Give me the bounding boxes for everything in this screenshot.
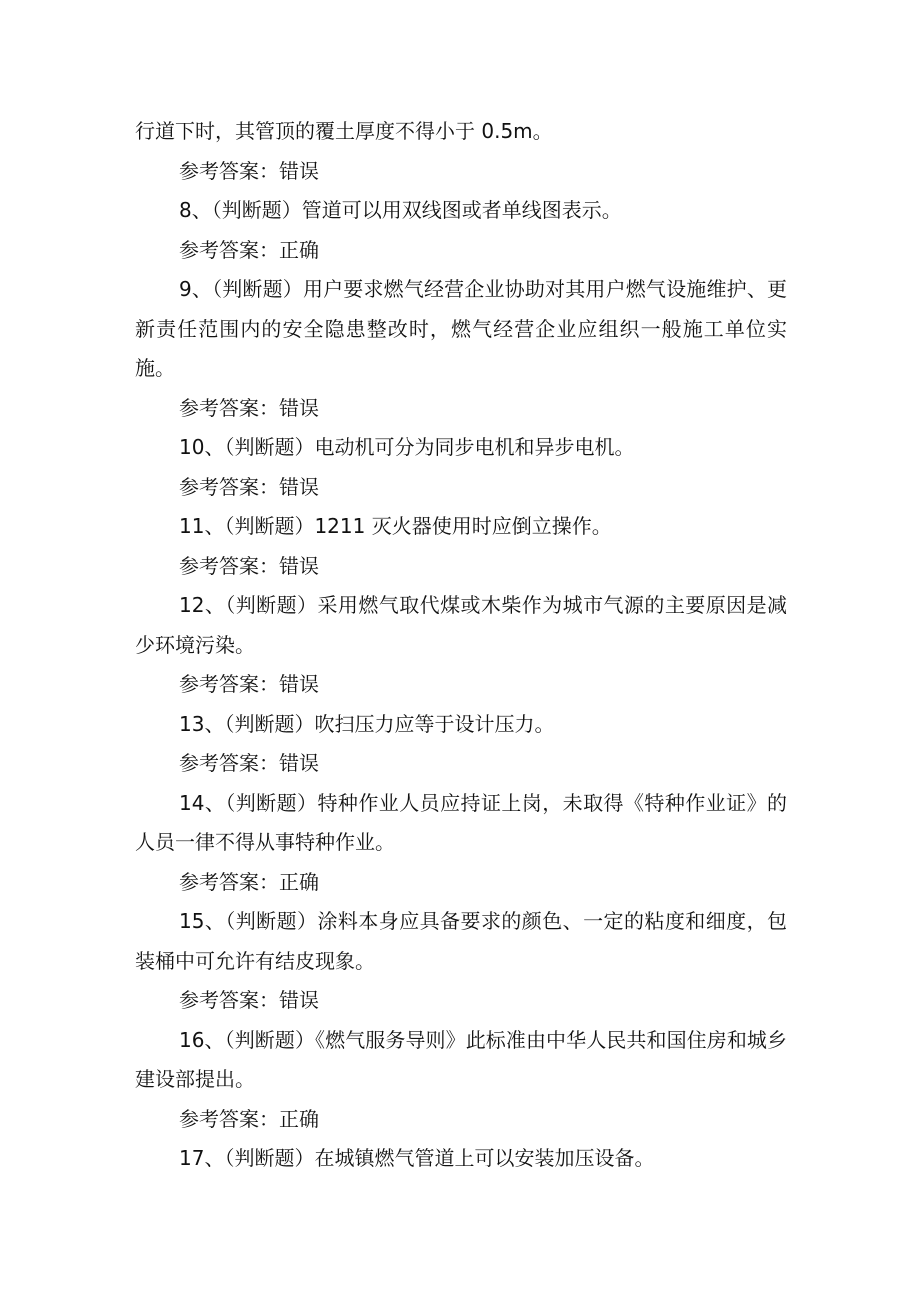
answer-line: 参考答案：错误 — [179, 474, 319, 499]
question-item: 11、（判断题）1211 灭火器使用时应倒立操作。 — [179, 514, 612, 538]
question-item: 12、（判断题）采用燃气取代煤或木柴作为城市气源的主要原因是减少环境污染。 — [135, 593, 787, 657]
answer-line: 参考答案：错误 — [179, 395, 319, 420]
answer-line: 参考答案：正确 — [179, 869, 319, 894]
answer-line: 参考答案：正确 — [179, 237, 319, 262]
question-item: 9、（判断题）用户要求燃气经营企业协助对其用户燃气设施维护、更新责任范围内的安全隐患整改时，燃气经营企业应组织一般施工单位实施。 — [135, 277, 787, 380]
question-item: 17、（判断题）在城镇燃气管道上可以安装加压设备。 — [179, 1146, 655, 1170]
question-item: 15、（判断题）涂料本身应具备要求的颜色、一定的粘度和细度，包装桶中可允许有结皮现象。 — [135, 909, 787, 973]
answer-line: 参考答案：错误 — [179, 988, 319, 1012]
question-continuation: 行道下时，其管顶的覆土厚度不得小于 0.5m。 — [135, 119, 553, 143]
answer-line: 参考答案：错误 — [179, 751, 319, 775]
question-item: 10、（判断题）电动机可分为同步电机和异步电机。 — [179, 435, 635, 459]
answer-line: 参考答案：错误 — [179, 672, 319, 696]
question-item: 13、（判断题）吹扫压力应等于设计压力。 — [179, 711, 555, 736]
answer-line: 参考答案：错误 — [179, 553, 319, 578]
answer-line: 参考答案：错误 — [179, 158, 319, 183]
question-item: 8、（判断题）管道可以用双线图或者单线图表示。 — [179, 198, 622, 222]
answer-line: 参考答案：正确 — [179, 1106, 319, 1131]
document-body — [135, 112, 787, 1179]
question-item: 14、（判断题）特种作业人员应持证上岗，未取得《特种作业证》的人员一律不得从事特种作业。 — [135, 790, 787, 854]
question-item: 16、（判断题）《燃气服务导则》此标准由中华人民共和国住房和城乡建设部提出。 — [135, 1027, 787, 1091]
